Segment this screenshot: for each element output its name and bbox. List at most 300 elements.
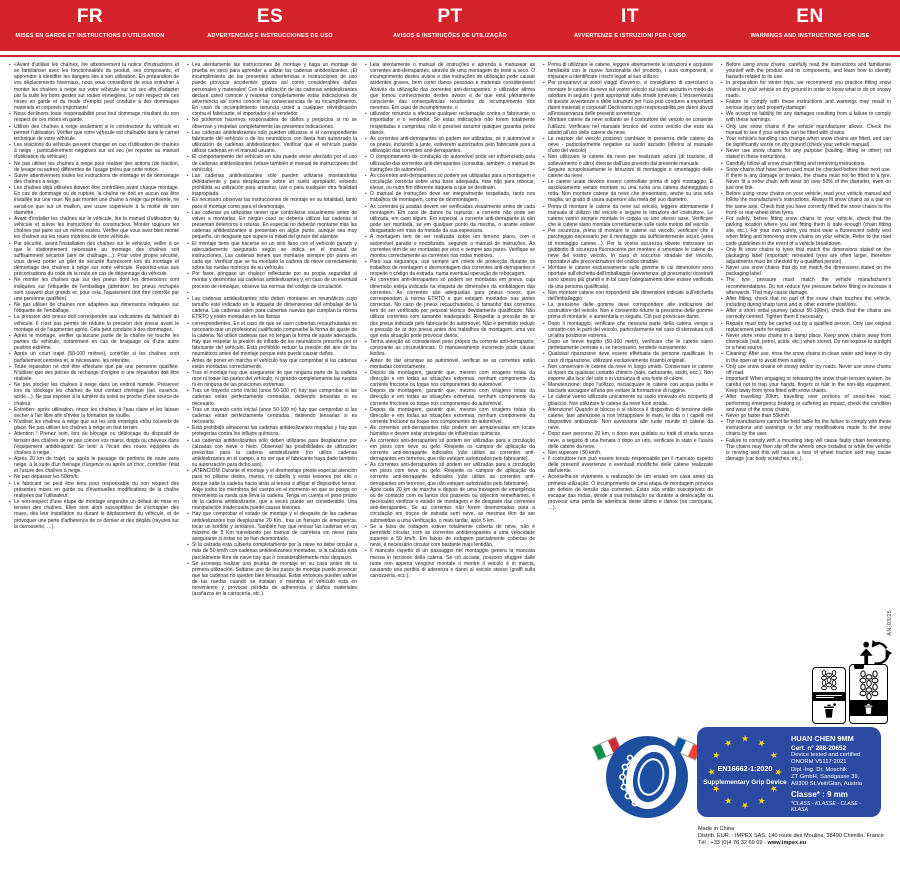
bullet-text: Suivre attentivement toutes les instructions de montage et de démontage des chaînes à neige. [14,172,179,185]
instruction-bullet [9,351,179,363]
triman-recycling-icon [856,639,893,667]
instruction-bullet [9,333,179,351]
instruction-bullet [721,333,891,351]
chain-class: Classe* : 9 mm [791,789,848,799]
bullet-text: In preparation for winter trips, we recommend you practice fitting snow chains to your vehicle on dry ground in order to know what to do on snowy roads. [726,80,891,99]
bullet-marker: • [365,437,367,443]
bullet-marker: • [187,468,189,474]
bullet-text: La pressione delle gomme deve corrispondere alle indicazioni del costruttore del veicolo. Non è consentito ridurre la pressione delle gomme prima di montarle, e aumentarla in seguito. Ciò può provocare danni. [548,302,713,321]
bullet-marker: • [365,339,367,345]
bullet-marker: • [187,511,189,517]
header-col-en [720,0,900,51]
instruction-bullet [721,216,891,247]
instruction-bullet [721,394,891,412]
bullet-text: Antes de dar arranque ao automóvel, verificar se as correntes estão montadas correctamente. [370,357,535,370]
class-translations-note: *CLASS - KLASSE - CLASE - KLASA [791,800,862,813]
bin-icon [862,702,875,715]
bullet-marker: • [9,382,11,388]
lang-subtitle-it: AVVERTENZE E ISTRUZIONI PER L'USO [573,33,687,39]
star-icon: ★ [709,782,723,795]
bullet-marker: • [543,228,545,234]
instruction-bullet [365,191,535,203]
bullet-text: Manutenzione: dopo l'utilizzo, risciacquare le catene con acqua pulita e lasciarle asciugare all'aria per evitare la formazione di ruggine. [548,382,713,395]
instruction-bullet [365,173,535,191]
bullet-text: Avant d'installer les chaînes sur le véhicule, lire le manuel d'utilisation du véhicule et suivre les instructions du constructeur. Monter toujours les chaînes par paire sur un même essieu. Vérifier que vous avez bien monté les chaînes sur les roues motrices de votre véhicule. [14,215,179,241]
bullet-text: Never use snow chains for any purpose (hauling, lifting or other) not stated in these instructions. [726,148,891,161]
column-pt [365,62,535,598]
bullet-text: Never go faster than 50km/h. [726,412,791,419]
instruction-bullet [721,438,891,463]
bullet-marker: • [543,117,545,123]
instruction-bullet [9,161,179,173]
bullet-marker: • [187,295,189,301]
bullet-marker: • [543,62,545,67]
bullet-text: Ne pas utiliser de chaînes non adaptées aux dimensions indiquées sur l'étiquette de l'emballage. [14,302,179,315]
bullet-marker: • [721,265,723,271]
bullet-text: Only use snow chains on snowy and/or icy roads. Never use snow chains off-road. [726,363,891,376]
lang-code-en: EN [796,6,824,27]
instruction-bullet [543,351,713,363]
bullet-text: Non montare catene non rispondenti alle dimensioni indicate sull'etichetta dell'imballaggio. [548,289,713,302]
standard-number: EN16662-1:2020 [717,764,773,773]
instruction-bullet [187,511,357,542]
bullet-marker: • [365,135,367,141]
bullet-marker: • [543,351,545,357]
bullet-text: The manufacturer cannot be held liable for the failure to comply with these instructions and warnings or for any modifications made to the snow chains by the user. [726,419,891,438]
bullet-text: Se aconseja realizar una prueba de montaje en su casa antes de la primera utilización. Saltarse uno de los pasos de montaje puede provocar que las cadenas no queden bien tensadas. Estas entonces pueden salirse de las ruedas cuando se instalan o mientras el vehículo está en movimiento y provocar pérdida de adherencia y daños materiales (arañazos en la carrocería, etc.). [192,560,357,598]
bullet-marker: • [187,406,189,412]
star-icon: ★ [706,767,717,777]
bullet-text: Failure to comply with these instructions and warnings may result in serious injury and property damage! [726,98,891,112]
product-name: HUAN CHEN 9MM [791,734,854,743]
bullet-text: Never use snow chains that do not match the dimensions stated on the packaging label. [726,265,891,278]
device-type-label: Supplementary Grip Device [703,779,787,786]
bullet-text: Après un court trajet (50-100 mètres), contrôler si les chaînes sont parfaitement centrées et, si nécessaire, les retendre. [14,351,179,364]
instruction-bullet [187,210,357,241]
instruction-bullet [721,62,891,80]
bullet-text: Las cadenas ya utilizadas tienen que controlarse visualmente antes de volver a montarlas. En ningún caso se debería utilizar las cadenas si presentan deterioros o roturas. En especial no deberán montarse más las cadenas antideslizantes si presentan en algún punto, aunque sea muy pequeño, un desgaste que supere la mitad del grosor del alambre. [192,209,357,241]
bullet-marker: • [365,203,367,209]
instruction-bullet [543,117,713,135]
bullet-marker: • [365,369,367,375]
bullet-marker: • [721,320,723,326]
bullet-text: Ne pas utiliser les chaînes à neige pour réaliser des actions (de traction, de levage ou autres) différentes de l'usage prévu par cette notice. [14,160,179,173]
star-icon: ★ [767,782,781,795]
bullet-marker: • [9,332,11,338]
bullet-text: Antes de poner en marcha el vehículo hay que comprobar si las cadenas están montadas correctamente. [192,357,357,370]
bullet-marker: • [187,154,189,160]
bullet-marker: • [9,406,11,412]
bullet-text: Après le montage, vérifier qu'aucune partie de la chaîne ne touche les parties du véhicule, notamment en cas de braquage ou d'une autre position extrême. [14,332,179,352]
phone-number: Tél : +33 (0)4 76 32 69 69 - [698,840,768,847]
instruction-bullet [187,197,357,209]
bullet-text: O manual de instruções deve ser integralmente respeitado, tanto nos trabalhos de montagem, como de desmontagem. [370,191,535,204]
instruction-bullet [9,456,179,474]
bullet-marker: • [543,394,545,400]
instruction-bullet [721,80,891,98]
bullet-marker: • [365,111,367,117]
bullet-text: Las cadenas antideslizantes sólo pueden utilizarse si el correspondiente fabricante del vehículo o de los neumáticos con llanta han autorizado la utilización de cadenas antideslizantes. Verificar que el vehículo puede utilizar cadenas en el manual usuario. [192,129,357,155]
bullet-text: Tras un trayecto corto inicial (unos 50-100 m) hay que comprobar si las cadenas están perfectamente centradas, debiendo tensarlas si es necesario. [192,406,357,426]
bullet-marker: • [543,339,545,345]
bullet-text: After fitting, check that no part of the snow chain touches the vehicle, including during sharp turns and in other extreme positions. [726,295,891,309]
bullet-text: Dopo aver percorso 20 km, o dopo aver guidato su tratti di strada senza neve, a seguito di una frenata o dopo un urto, verificare lo stato e l'usura delle catene da neve. [548,431,713,450]
instruction-bullet [543,167,713,179]
instruction-bullet [9,481,179,499]
bullet-text: Le catene usate devono essere controllate prima di ogni montaggio. È assolutamente vietato montare su una ruota una catena danneggiata o rotta. Non montare catene da neve che presentano, anche su una sola maglia, un grado di usura superiore alla metà del suo diametro. [548,178,713,204]
cert-line: ZT GmbH, Sandgasse 39, [791,773,860,780]
instruction-bullet [9,216,179,241]
bullet-marker: • [543,320,545,326]
instruction-bullet [365,370,535,388]
lang-subtitle-pt: AVISOS E INSTRUÇÕES DE UTILIZAÇÃO [393,33,507,39]
bullet-marker: • [721,80,723,86]
bullet-marker: • [9,431,11,437]
bullet-text: Non utilizzare le catene da neve per realizzare azioni (di trazione, di sollevamento o altro) diverse dall'uso previsto dal presente manuale. [548,154,713,167]
bullet-marker: • [721,412,723,418]
bullet-marker: • [721,148,723,154]
cert-line: A9300 St.Veit/Glan, Austria [791,781,863,788]
bullet-marker: • [365,388,367,394]
bullet-text: Snow chains that have been used must be checked before their next use. If there is any damage or breaks, the chains must not be fitted to a tyre. Never fit a snow chain with wear on over 50% of the diameter, even on just one link. [726,166,891,192]
instruction-bullet [187,358,357,370]
bullet-marker: • [365,62,367,67]
instruction-bullet [365,487,535,524]
lang-code-it: IT [621,6,639,27]
distributor-address: Distrib. EUR. : IMPEX SAS. 140 route des Moulins, 38490 Chimilin. France [698,833,884,840]
bullet-text: Important! When engaging or releasing the snow chain tension system, be careful not to trap your hands, fingers or hair in the non-slip equipment. Keep away from tyres fitted with snow chains. [726,375,891,395]
bullet-marker: • [721,394,723,400]
bullet-marker: • [543,449,545,455]
instruction-bullet [187,468,357,511]
bullet-text: Le reazioni del veicolo possono cambiare in presenza delle catene da neve - particolarmente negative su suolo asciutto (riferirsi al manuale d'uso del veicolo) [548,135,713,155]
bullet-text: Prima di montare le catene da neve sul veicolo, leggere attentamente il manuale di utilizzo del veicolo e seguire le istruzioni del costruttore. Le catene vanno sempre montate in coppia su uno stesso asse. Verificare che le catene siano montate correttamente sulle ruote motrici del veicolo. [548,203,713,229]
chain-drawing [858,670,880,700]
instruction-bullet [543,474,713,511]
bullet-text: Your vehicle's handling can change when snow chains are fitted, and can be significantly worse on dry ground (check your vehicle manual). [726,135,891,149]
bullet-text: Les chaînes déjà utilisées doivent être contrôlées avant chaque montage. En cas de dommage ou de rupture, la chaîne ne doit en aucun cas être installée sur une roue. Ne pas monter une chaîne à neige qui présente, ne serait-ce que sur un maillon, une usure supérieure à la moitié de son diamètre. [14,185,179,216]
bin-icon [821,702,837,719]
bullet-text: A montagem tem de ser realizada sobre um terreno plano, com o automóvel parado e imobilizado, segundo o manual de instruções. As correntes têm de ser montadas por eixo e sempre aos pares. Verifique se montou correctamente as correntes nas rodas motrizes. [370,234,535,259]
lang-subtitle-en: WARNINGS AND INSTRUCTIONS FOR USE [750,33,870,39]
header-divider-rule [0,55,900,57]
bullet-marker: • [721,111,723,117]
bullet-text: Le catene vanno utilizzate unicamente su suolo innevato e/o ricoperto di ghiaccio. Non utilizzare le catene da neve fuori strada. [548,394,713,407]
bullet-marker: • [9,172,11,178]
bullet-marker: • [365,277,367,283]
bullet-marker: • [187,117,189,123]
bullet-marker: • [543,166,545,172]
bullet-text: No podemos hacernos responsables de daños y perjuicios si no se observan y respetan completamente las presentes indicaciones. [192,117,357,130]
cert-number: Cert. n° 288-20652 [791,745,847,752]
bullet-marker: • [365,191,367,197]
bullet-marker: • [721,62,723,67]
bullet-text: Leia atentamente o manual de instruções e aprenda a manusear as correntes anti-derrapantes, através de uma montagem de teste a seco. O incumprimento destes avisos e das instruções de utilização pode causar acidentes graves, bem como danos pessoais e materiais consideráveis! Através da utilização das correntes anti-derrapantes, o utilizador afirma que tomou conhecimento destes avisos e de que está plenamente consciente das consequências resultantes do incumprimento dos mesmos. Em caso de incumprimento, o [370,62,535,112]
instruction-bullet [543,382,713,394]
instruction-bullet [9,62,179,111]
bullet-marker: • [187,197,189,203]
bullet-text: Before using snow chains, carefully read the instructions and familiarise yourself with the product and its components, and learn how to identify hazards related to its use. [726,62,891,81]
bullet-text: Após cada 20 km de marcha e depois de uma travagem de emergência ou de contacto com os lancis dos passeios ou objectos semelhantes, é necessário verificar o estado de montagem e de desgaste das correntes anti-derrapantes. Se as correntes não forem desmontadas para a circulação em troços de estrada sem neve, as mesmas têm de ser submetidas a uma verificação, o mais tardar, após 5 km. [370,486,535,524]
bullet-marker: • [721,332,723,338]
eu-certification-badge [697,727,881,817]
instruction-bullet [721,419,891,437]
instruction-bullet [187,271,357,289]
packaging-sorting-chain-bin-icon [849,664,888,724]
bullet-text: Attention ! Prenez soin, lors du blocage ou déblocage du dispositif de tension des chaînes de ne pas coincer vos mains, doigts ou cheveux dans l'équipement antidérapant. Se tenir à l'écart des roues équipées de chaînes à neige. [14,431,179,456]
instruction-bullet [365,524,535,549]
bullet-text: ¡ATENCIÓN! Durante el montaje y el desmontaje preste especial atención para no pillarse dedos, manos, ni cabello y evitar lesiones por ello o porque salte la cadena hacia atrás al tensar o aflojar el dispositivo tensor. Aleje todos los miembros del cuerpo en el momento en que se ponga en movimiento la rueda que lleva la cadena. Tenga en cuenta el peso propio de la cadena antideslizante, que a veces puede ser considerable. Una manipulación inadecuada puede causar lesiones. [192,468,357,512]
instruction-bullet [721,124,891,136]
instruction-bullet [721,167,891,192]
bullet-text: Dopo il montaggio, verificare che nessuna parte della catena venga a contatto con le parti del veicolo, particolarmente nel caso di sterzatura o di un'altra posizione estrema. [548,320,713,339]
bullet-text: Le fabricant ne peut être tenu pour responsable du non respect des présentes mises en garde ou d'éventuelles modifications de la chaîne réalisées par l'utilisateur. [14,480,179,499]
bullet-marker: • [187,62,189,67]
bullet-marker: • [365,406,367,412]
bullet-marker: • [365,548,367,554]
instruction-bullet [9,142,179,160]
instruction-bullet [9,277,179,302]
instruction-bullet [187,425,357,437]
print-reference-code: AN-03/25 [887,610,893,636]
instruction-bullet [187,542,357,560]
bullet-text: Depois da montagem, garantir que, mesmo com viragens totais da direcção e em todas as situações extremas, nenhum componente da corrente friccione ou toque nos componentes do automóvel. [370,406,535,426]
instruction-bullet [721,364,891,376]
header-col-es [180,0,360,51]
bullet-text: Las cadenas antideslizantes sólo pueden utilizarse montándolas debidamente y para desplazarse sobre un suelo apropiado, estando prohibida su utilización para arrastrar, izar o para cualquier otra finalidad inapropiada. [192,172,357,198]
bullet-text: Depois da montagem, garantir que, mesmo com viragens totais da direcção e em todas as situações extremas, nenhum componente da corrente friccione ou toque nos componentes do automóvel. [370,369,535,389]
bullet-text: Per prepararvi ai vostri viaggi d'inverno, vi consigliamo di esercitarvi a montare le catene da neve sul vostro veicolo sul suolo asciutto in modo da adottare in seguito i gesti appropriati sulle strade innevate. L'inosservanza di queste avvertenze e delle istruzioni per l'uso può condurre a importanti danni materiali e corporali! Decliniamo ogni responsabilità per danni dovuti all'inosservanza delle presenti avvertenze. [548,80,713,118]
instruction-bullet [187,407,357,425]
lang-code-es: ES [256,6,284,27]
star-icon: ★ [740,800,750,811]
instruction-bullet [9,419,179,431]
bullet-text: Entretien: après utilisation, rincer les chaînes à l'eau claire et les laisser sécher à l'air libre afin d'éviter la formation de rouille. [14,406,179,419]
sorting-bin-band [850,700,887,716]
star-icon: ★ [709,749,723,762]
instruction-bullet [721,265,891,277]
bullet-marker: • [9,314,11,320]
column-it [543,62,713,598]
instruction-bullet [9,124,179,142]
bullet-text: Ne pas stocker les chaînes à neige dans un endroit humide. Préserver lors du stockage les chaînes de tout contact chimique (sel, essence, acide…). Ne pas exposer à la lumière du soleil ou proche d'une source de chaleur. [14,382,179,407]
bullet-marker: • [721,123,723,129]
instruction-bullet [9,407,179,419]
star-icon: ★ [755,736,768,750]
bullet-text: After travelling 20km, travelling over portions of snow-free road, performing emergency braking or suffering an impact, check the condition and wear of the snow chains. [726,394,891,413]
instruction-bullet [365,277,535,339]
cert-line: ONORM V5117:2021 [791,759,847,766]
bullet-marker: • [365,523,367,529]
bullet-marker: • [187,240,189,246]
bullet-text: Repairs must only be carried out by a qualified person. Only use original replacement parts for repairs. [726,320,891,333]
bullet-marker: • [721,277,723,283]
bullet-text: Montare catene da neve soltanto se il costruttore del veicolo ne consente l'utilizzo. Verificare nel manuale tecnico del vostro veicolo che esso sia adatto all'uso delle catene da neve. [548,117,713,136]
instruction-bullet [365,154,535,172]
instruction-bullet [187,438,357,469]
bullet-text: As correntes anti-derrapantes só podem ser utilizadas para a circulação em pisos com neve ou gelo. Respeite os campos de aplicação da corrente anti-derrapante indicados (não utilize as correntes anti-derrapantes em terrenos, que não estejam autorizados pelo fabricante). [370,437,535,462]
instruction-bullet [9,431,179,456]
instruction-bullet [365,259,535,277]
instruction-bullet [365,62,535,111]
instruction-bullet [721,308,891,320]
bullet-marker: • [721,215,723,221]
bullet-marker: • [9,480,11,486]
instruction-bullet [721,247,891,265]
bullet-marker: • [721,160,723,166]
instruction-bullet [187,241,357,272]
instruction-bullet [365,234,535,259]
bullet-marker: • [543,203,545,209]
bullet-marker: • [187,560,189,566]
bullet-text: As correntes já usadas devem ser verificadas visualmente antes de cada montagem. Em caso de danos ou rupturas, a corrente não pode ser utilizada, em caso algum. Em especial, a corrente anti-derrapante já não pode ser montada, se em qualquer ponto da mesma, o arame estiver desgastado em mais da metade da sua espessura. [370,203,535,235]
bullet-text: Utiliser des chaînes à neige seulement si le constructeur du véhicule en permet l'utilisation. Vérifier que votre véhicule est chaînable dans le carnet technique de votre véhicule. [14,123,179,142]
instruction-bullet [721,191,891,216]
instruction-bullet [187,154,357,172]
bullet-marker: • [365,486,367,492]
bullet-marker: • [365,234,367,240]
instruction-bullet [365,358,535,370]
bullet-marker: • [543,382,545,388]
bullet-marker: • [721,363,723,369]
column-es [187,62,357,598]
star-icon: ★ [767,749,781,762]
bullet-marker: • [365,357,367,363]
bullet-marker: • [187,437,189,443]
instruction-bullet [187,173,357,198]
cert-line: Dipl.-Ing. Dr. Moschik [791,766,847,773]
bullet-marker: • [9,456,11,461]
bullet-marker: • [9,215,11,221]
language-header-band [0,0,900,51]
instruction-bullet [187,130,357,155]
instruction-bullet [187,388,357,406]
instruction-bullet [721,136,891,148]
instruction-bullet [543,62,713,80]
bullet-text: El montaje tiene que hacerse en un sitio llano con el vehículo parado y adecuadamente asegurado según se indica en el manual de instrucciones. Las cadenas tienen que montarse siempre por pares en cada eje. Verificar que se ha montado la cadena de nieve correctamente sobre las ruedas motrices de su vehículo. [192,240,357,272]
bullet-marker: • [543,406,545,412]
bullet-marker: • [365,172,367,178]
bullet-marker: • [9,62,11,67]
instruction-bullet [187,561,357,598]
bullet-marker: • [365,154,367,160]
star-icon: ★ [773,767,784,777]
bullet-text: Tenha atenção ao considerável peso próprio da corrente anti-derrapante, consoante as circunstâncias. O manuseamento incorrecto pode causar lesões. [370,339,535,358]
bullet-text: After a short initial journey (about 50-100m), check that the chains are correctly centred. Tighten them if necessary. [726,308,891,321]
bullet-text: Par sécurité, avant l'installation des chaînes sur le véhicule, veiller à ce que le stationnement nécessaire au montage des chaînes soit suffisamment sécurisé (aire de chaînage…). Pour votre propre sécurité, vous devez porter un gilet de sécurité fluorescent lors du montage et démontage des chaînes à neige sur votre véhicule. Reportez-vous aux préconisations du code de la route en cas de dépannage du véhicule. [14,240,179,278]
instruction-bullet [543,154,713,166]
bullet-text: As correntes anti-derrapantes só podem ser utilizadas para a circulação em pisos com neve ou gelo. Respeite os campos de aplicação da corrente anti-derrapante indicados (não utilize as correntes anti-derrapantes em terrenos, que não estejam autorizados pelo fabricante). [370,462,535,487]
bullet-marker: • [543,363,545,369]
bullet-marker: • [187,129,189,135]
bullet-text: Es necesario observar las instrucciones de montaje en su totalidad, tanto para el montaje como para el desmontaje. [192,197,357,210]
bullet-marker: • [187,209,189,215]
instruction-bullet [9,364,179,382]
bullet-marker: • [721,135,723,141]
bullet-text: Montare le catene esclusivamente sulle gomme le cui dimensioni sono riportate sull'etichetta dell'imballaggio (avvertenza: gli pneumatici ricostruiti sono spesso più grandi e in tal caso l'adeguamento deve essere verificato da una persona qualificata). [548,265,713,290]
bullet-marker: • [9,302,11,308]
bullet-text: Attenzione! Quando si blocca o si sblocca il dispositivo di tensione delle catene, fare attenzione a non intrappolare le mani, le dita o i capelli nel dispositivo antiscivolo. Non avvicinarsi alle ruote munite di catene da neve. [548,406,713,432]
instruction-bullet [543,136,713,154]
instruction-bullet [543,265,713,290]
bullet-text: utilizador renuncia a efectuar qualquer reclamação contra o fabricante, o importador e o vendedor. Se estas indicações não forem totalmente respeitadas e cumpridas, não é possível assumir qualquer garantia pelos danos. [370,111,535,136]
bullet-text: Les réactions du véhicule peuvent changer en cas d'utilisation de chaînes à neige - particulièrement négatives sur sol sec (se reporter au manuel d'utilisation du véhicule) [14,142,179,161]
star-icon: ★ [755,794,768,808]
bullet-text: As correntes anti-derrapantes não podem ser armazenadas em locais húmidos e devem estar protegidas de influências químicas. [370,425,535,438]
column-fr [9,62,179,598]
bullet-marker: • [187,289,189,295]
bullet-text: Se a faixa de rodagem estiver totalmente coberta de neve, não é permitido circular, com as correntes antiderrapantes a uma velocidade superior a 50 km/h. Em faixas de rodagem parcialmente cobertas de neve, é necessário circular com bastante mais lentidão. [370,523,535,549]
instruction-bullet [721,321,891,333]
instruction-bullet [543,228,713,265]
lang-code-fr: FR [76,6,104,27]
bullet-text: Dopo un breve tragitto (50-100 metri), verificare che le catene siano perfettamente centrate e, se necessario, tenderle nuovamente. [548,339,713,352]
instruction-bullet [365,204,535,235]
bullet-marker: • [9,277,11,283]
instruction-bullet [187,370,357,388]
bullet-marker: • [187,542,189,548]
column-en [721,62,891,598]
bullet-text: Nous déclinons toute responsabilité pour tout dommage résultant du non respect de ces mises en garde. [14,111,179,124]
sorting-label-band [813,692,845,701]
bullet-text: correspondientes. En el caso de que se usen cubiertas recauchutadas es necesario que un profesional cualificado compruebe la forma de ajuste de la cadena. No utilice cadenas que no tengan la forma de ajuste adecuada. Hay que respetar la presión de inflado de los neumáticos prescrita por el fabricante del vehículo. Está prohibido reducir la presión del aire de los neumáticos antes del montaje porque esto puede causar daños. [192,320,357,358]
header-col-it [540,0,720,51]
cert-line: Device tested and certified [791,752,861,758]
instruction-bullet [543,321,713,339]
instruction-bullet [9,382,179,407]
instruction-bullet [9,241,179,278]
bullet-text: Qualsiasi riparazione deve essere effettuata da persone qualificate. In caso di riparazione, utilizzare esclusivamente ricambi originali. [548,351,713,364]
bullet-text: Las cadenas antideslizantes sólo deben utilizarse para desplazarse por calzadas con nieve o hielo. Observad las posibilidades de utilización prescritas para la cadena antideslizante (no utilice cadenas antideslizantes en el campo, a no ser que el fabricante haya dado también su autorización para dicho uso). [192,437,357,469]
instruction-bullet [543,80,713,117]
bullet-marker: • [187,425,189,431]
bullet-marker: • [365,259,367,264]
bullet-marker: • [9,419,11,425]
bullet-marker: • [187,388,189,394]
bullet-marker: • [187,172,189,178]
bullet-marker: • [721,295,723,301]
bullet-marker: • [9,474,11,480]
bullet-text: Il mancato rispetto di un passaggio nel montaggio genera la mancata messa in tensione della catena. Se ciò accade, possono sfuggire dalle ruote non appena vengono montate o mentre il veicolo è in marcia, causando una perdita di aderenza e danni al veicolo stesso (graffi sulla carrozzeria, ecc.). [370,548,535,579]
bullet-marker: • [9,123,11,129]
bullet-marker: • [721,437,723,443]
bullet-text: As correntes anti-derrapantes só podem ser utilizadas para a montagem e circulação correcta sobre uma base adequada, mas não para rebocar, elevar, ou outro fim diferente daquela a que se destinam. [370,172,535,192]
bullet-text: Never store snow chains in a damp place. Keep snow chains away from chemicals (salt, petrol, acids, etc.) when stored. Do not expose to sunlight or a heat source. [726,332,891,352]
bullet-marker: • [187,369,189,375]
bullet-marker: • [9,111,11,117]
bullet-marker: • [721,308,723,314]
bullet-text: Hay que comprobar el estado de montaje y el desgaste de las cadenas antideslizantes tras desplazarse 20 Km., tras un frenazo de emergencia, tocar un bordillo y similares. También hay que revisar las cadenas en un máximo de 5 Km transitando por tramos de carretera sin nieve para asegurarse si éstas no se han desmontado. [192,511,357,543]
star-icon: ★ [722,736,735,750]
instruction-bullet [543,394,713,406]
bullet-text: Si la calzada está cubierta completamente por la nieve no debe circular a más de 50 km/h con cadenas antideslizantes montadas, si la calzada está parcialmente libre de nieve hay que ir considerablemente más despacio. [192,542,357,561]
bullet-marker: • [721,351,723,357]
bullet-text: Only fit snow chains to tyres that match the dimensions stated on the packaging label (important: retreaded tyres are often larger, therefore adjustments must be checked by a qualified person). [726,246,891,265]
made-in-label: Made in China [698,826,735,832]
bullet-marker: • [543,80,545,86]
bullet-text: The tyre pressure must match the vehicle manufacturer's recommendations. Do not reduce tyre pressure before fitting or increase it afterwards. That may cause damage. [726,277,891,296]
bullet-text: Only use snow chains if the vehicle manufacturer allows. Check the manual to see if your vehicle can be fitted with chains. [726,123,891,136]
bullet-marker: • [9,351,11,357]
star-icon: ★ [740,733,750,744]
instruction-bullet [721,148,891,160]
bullet-text: Tras el montaje hay que asegurarse de que ninguna parte de la cadena roce ni toque las partes del vehículo, ni girando completamente las ruedas ni en ninguna de las posiciones extremas. [192,369,357,389]
snow-chain-tyre-logo [606,736,688,818]
bullet-text: Non superare i 50 km/h. [548,449,602,456]
lang-subtitle-fr: MISES EN GARDE ET INSTRUCTIONS D'UTILISATION [15,33,165,39]
bullet-marker: • [9,160,11,166]
bullet-text: Prima di utilizzare le catene, leggere attentamente le istruzioni e acquisire familiarità con le nuove funzionalità del prodotto, i suoi componenti, e imparare a identificare i rischi legati al suo utilizzo. [548,62,713,81]
